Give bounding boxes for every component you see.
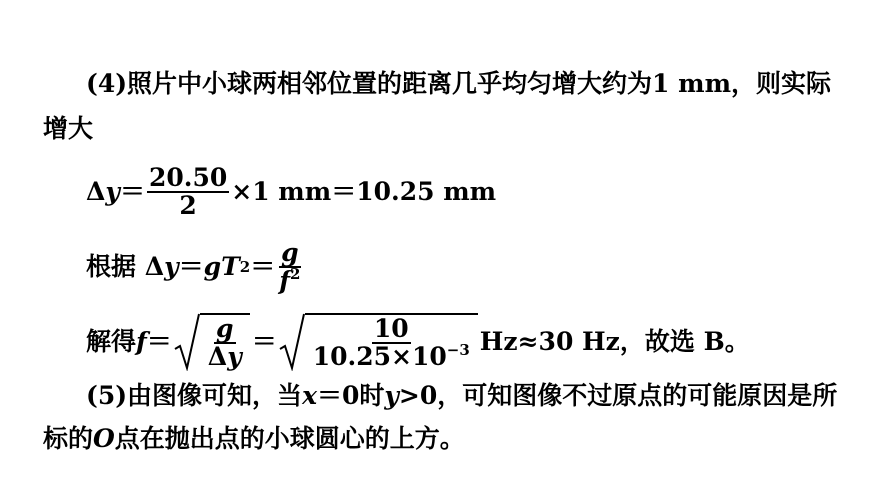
fraction-numerator: 10 [373,314,409,343]
fraction [311,316,472,370]
fraction-numerator: 20.50 [148,163,228,192]
equals-sign: ＝ [178,252,204,281]
fraction [147,165,229,219]
equals-sign: ＝ [119,177,145,206]
p5-text-e: 点在抛出点的小球圆心的上方。 [114,424,465,453]
equation-solve-f [86,313,750,371]
var-f: f [279,266,290,295]
radical-sign-icon [174,313,200,371]
fraction-denominator [277,265,302,295]
var-y: y [227,342,242,371]
equation-rest: ×1 mm＝10.25 mm [231,177,497,206]
var-y: y [105,177,120,206]
delta-symbol: Δ [86,177,106,206]
point-O: O [93,424,115,453]
p4-line2 [43,114,93,144]
fraction [277,240,302,294]
fraction-denominator [311,341,472,371]
fraction-denominator: 2 [179,191,197,220]
p5-text-a: (5)由图像可知，当 [86,381,303,410]
p5-text-d: 标的 [43,424,94,453]
delta-symbol: Δ [207,342,228,371]
radical-sign-icon [279,313,305,371]
solve-suffix: Hz≈30 Hz，故选 B。 [479,327,750,356]
equals-sign: ＝ [146,327,172,356]
superscript: −3 [446,341,470,359]
denominator-base: 10.25×10 [312,342,447,371]
fraction-numerator: g [281,238,299,267]
p5-text-b: ＝0时 [316,381,385,410]
fraction [206,316,244,370]
fraction-numerator: g [216,314,234,343]
p5-line1 [86,381,837,411]
equals-sign: ＝ [251,327,277,356]
var-x: x [302,381,317,410]
square-root-1 [174,313,250,371]
basis-prefix: 根据 Δ [86,252,165,281]
radicand [200,313,250,371]
superscript: 2 [289,265,301,283]
equals-sign: ＝ [250,252,276,281]
p5-line2 [43,424,465,454]
p4-line1-text: (4)照片中小球两相邻位置的距离几乎均匀增大约为1 mm，则实际 [86,69,832,98]
solve-prefix: 解得 [86,327,137,356]
var-y: y [164,252,179,281]
var-y: y [384,381,399,410]
var-gT: gT [203,252,240,281]
equation-delta-y [86,165,496,219]
square-root-2 [279,313,478,371]
p4-line2-text: 增大 [43,114,94,143]
radicand [305,313,478,371]
fraction-denominator [206,344,244,370]
p5-text-c: >0，可知图像不过原点的可能原因是所 [398,381,838,410]
var-f: f [136,327,147,356]
p4-line1 [86,69,831,99]
equation-basis: 根据 Δ y ＝ gT 2 ＝ $\frac{g}{f^2}$ [86,238,301,295]
